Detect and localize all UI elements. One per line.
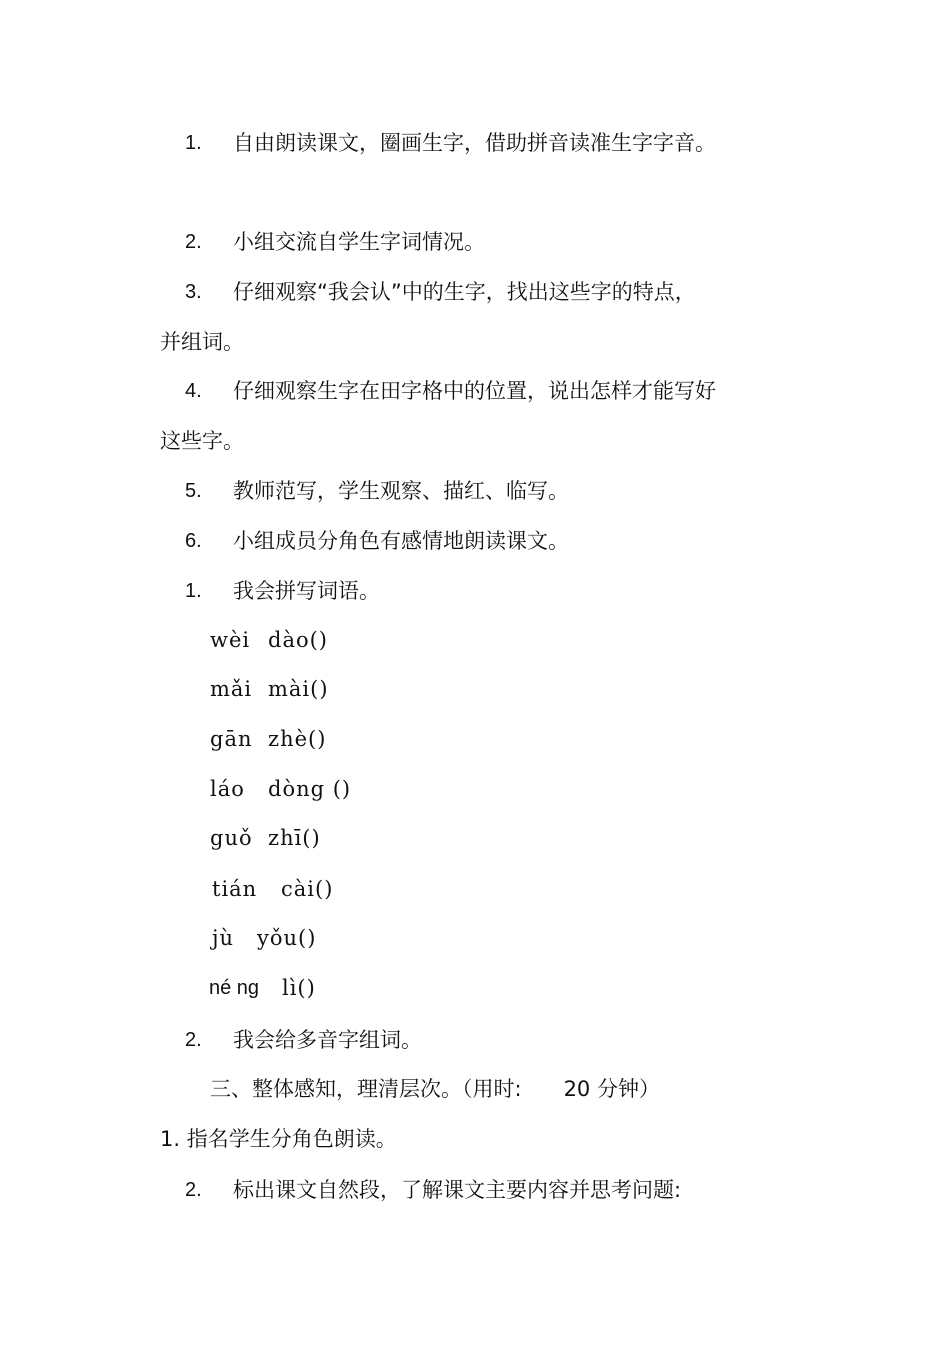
- item-text: 教师范写，学生观察、描红、临写。: [233, 479, 569, 503]
- pinyin-syllable: tián: [212, 877, 258, 901]
- item-text-continued: 并组词。: [160, 330, 244, 354]
- item-text-continued: 这些字。: [160, 429, 244, 453]
- item-number: 5.: [185, 480, 202, 502]
- pinyin-syllable: gān: [210, 727, 253, 751]
- step-number: 2.: [185, 1179, 202, 1201]
- item-number: 4.: [185, 380, 202, 402]
- pinyin-syllable: wèi: [210, 628, 251, 652]
- item-number: 2.: [185, 231, 202, 253]
- exercise-text: 我会拼写词语。: [233, 579, 380, 603]
- pinyin-syllable: láo: [210, 777, 245, 801]
- item-number: 1.: [185, 132, 202, 154]
- pinyin-syllable-blank: cài(): [281, 877, 334, 901]
- section-title: 三、整体感知，理清层次。（用时: 20 分钟）: [210, 1077, 660, 1101]
- pinyin-syllable-blank: zhè(): [268, 727, 327, 751]
- pinyin-syllable: né ng: [209, 977, 260, 999]
- step-text: 1. 指名学生分角色朗读。: [160, 1127, 397, 1151]
- item-text: 小组成员分角色有感情地朗读课文。: [233, 529, 569, 553]
- item-text: 仔细观察“我会认”中的生字，找出这些字的特点，: [233, 280, 696, 304]
- exercise-number: 1.: [185, 580, 202, 602]
- item-number: 3.: [185, 281, 202, 303]
- item-text: 自由朗读课文，圈画生字，借助拼音读准生字字音。: [233, 131, 716, 155]
- pinyin-syllable-blank: lì(): [282, 976, 316, 1000]
- pinyin-syllable-blank: dòng (): [268, 777, 352, 801]
- exercise-text: 我会给多音字组词。: [233, 1028, 422, 1052]
- pinyin-syllable-blank: dào(): [268, 628, 328, 652]
- item-text: 小组交流自学生字词情况。: [233, 230, 485, 254]
- pinyin-syllable-blank: zhī(): [268, 826, 321, 850]
- pinyin-syllable-blank: mài(): [268, 677, 329, 701]
- item-number: 6.: [185, 530, 202, 552]
- pinyin-syllable-blank: yǒu(): [257, 926, 317, 950]
- pinyin-syllable: jù: [212, 926, 235, 950]
- step-text: 标出课文自然段，了解课文主要内容并思考问题:: [233, 1178, 682, 1202]
- item-text: 仔细观察生字在田字格中的位置，说出怎样才能写好: [233, 379, 716, 403]
- pinyin-syllable: mǎi: [210, 677, 253, 701]
- exercise-number: 2.: [185, 1029, 202, 1051]
- pinyin-syllable: guǒ: [210, 826, 253, 850]
